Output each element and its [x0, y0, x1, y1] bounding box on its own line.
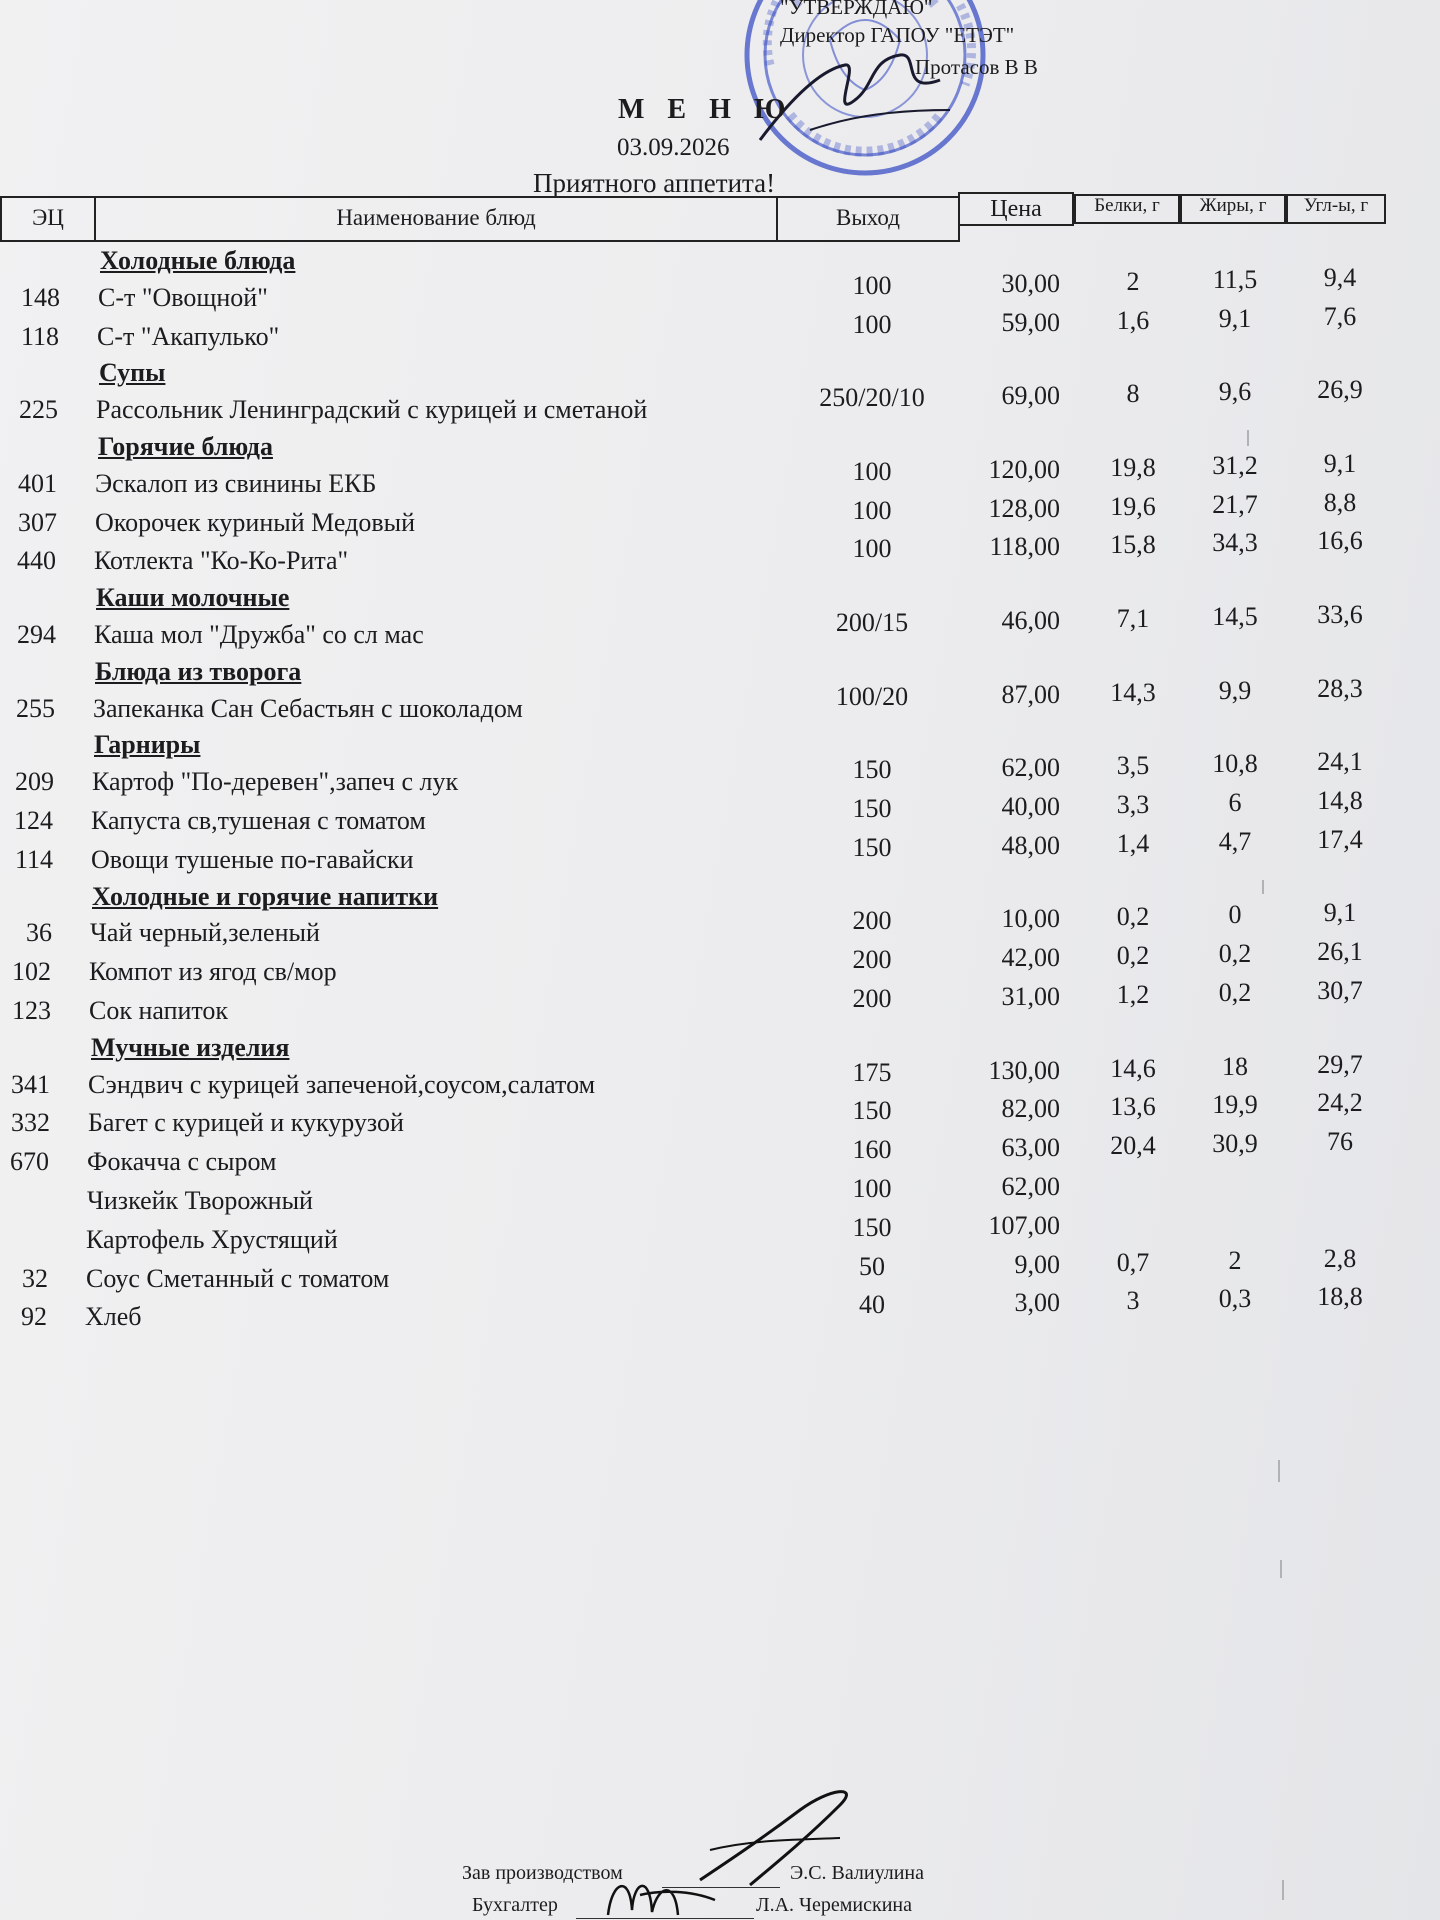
header-output: Выход	[776, 196, 960, 242]
fold-mark	[1262, 880, 1264, 894]
item-price: 128,00	[988, 493, 1060, 523]
item-fat: 2	[1228, 1245, 1242, 1275]
item-price: 40,00	[1001, 792, 1060, 821]
item-output: 150	[852, 832, 892, 862]
item-protein: 13,6	[1110, 1092, 1156, 1122]
section-title: Холодные блюда	[100, 246, 296, 275]
item-protein: 19,6	[1110, 491, 1156, 521]
item-protein: 19,8	[1110, 452, 1156, 482]
item-price: 9,00	[1014, 1249, 1060, 1279]
item-code: 255	[16, 693, 55, 723]
item-fat: 10,8	[1212, 749, 1258, 779]
table-row	[0, 1172, 1440, 1222]
item-fat: 30,9	[1212, 1129, 1258, 1159]
item-protein: 14,6	[1110, 1053, 1156, 1083]
header-carbs: Угл-ы, г	[1286, 194, 1386, 224]
section-title: Холодные и горячие напитки	[92, 881, 439, 911]
item-code: 92	[21, 1302, 47, 1332]
item-price: 107,00	[988, 1210, 1060, 1240]
accountant-signature	[600, 1860, 720, 1920]
item-name: Сэндвич с курицей запеченой,соусом,салатом	[88, 1069, 596, 1099]
item-carbs: 2,8	[1323, 1243, 1357, 1273]
table-row	[0, 1282, 1440, 1338]
item-protein: 0,7	[1116, 1247, 1150, 1277]
fold-mark	[1280, 1560, 1282, 1578]
item-name: Соус Сметанный с томатом	[86, 1263, 390, 1293]
item-code: 114	[14, 844, 53, 874]
item-protein: 0,2	[1116, 902, 1150, 932]
menu-date: 03.09.2026	[617, 134, 730, 161]
item-name: С-т "Овощной"	[98, 282, 268, 312]
item-protein: 1,6	[1116, 305, 1150, 335]
section-title: Горячие блюда	[98, 432, 273, 461]
item-price: 46,00	[1001, 606, 1060, 635]
item-code: 36	[26, 918, 52, 948]
header-protein: Белки, г	[1074, 194, 1180, 224]
item-protein: 1,4	[1116, 828, 1150, 858]
item-output: 100	[852, 1174, 892, 1203]
item-code: 32	[22, 1263, 48, 1293]
item-carbs: 9,1	[1323, 898, 1357, 928]
item-code: 225	[19, 395, 58, 425]
item-name: Багет с курицей и кукурузой	[88, 1108, 404, 1138]
item-name: Рассольник Ленинградский с курицей и сметаной	[96, 395, 648, 425]
item-name: Запеканка Сан Себастьян с шоколадом	[93, 693, 523, 723]
item-price: 69,00	[1001, 381, 1060, 411]
item-carbs: 17,4	[1317, 824, 1363, 854]
section-title: Мучные изделия	[91, 1032, 290, 1062]
item-name: Хлеб	[85, 1302, 142, 1332]
item-carbs: 30,7	[1317, 976, 1363, 1005]
item-carbs: 28,3	[1317, 673, 1363, 703]
item-price: 30,00	[1001, 268, 1060, 298]
item-fat: 9,6	[1218, 377, 1252, 407]
header-name: Наименование блюд	[94, 196, 778, 242]
table-row	[0, 1127, 1440, 1183]
item-fat: 18	[1222, 1051, 1248, 1081]
item-code: 341	[11, 1069, 50, 1099]
item-fat: 0	[1228, 900, 1242, 930]
item-carbs: 24,1	[1317, 747, 1363, 777]
item-price: 3,00	[1014, 1288, 1060, 1318]
item-fat: 9,1	[1218, 303, 1252, 333]
item-price: 87,00	[1001, 679, 1060, 709]
section-title: Блюда из творога	[95, 656, 302, 686]
item-output: 150	[852, 1212, 892, 1242]
table-row	[0, 824, 1440, 881]
item-price: 63,00	[1001, 1133, 1060, 1163]
item-fat: 19,9	[1212, 1090, 1258, 1120]
item-fat: 11,5	[1212, 264, 1258, 294]
item-protein: 7,1	[1116, 604, 1150, 633]
item-carbs: 76	[1327, 1127, 1353, 1157]
item-name: Фокачча с сыром	[87, 1147, 277, 1177]
menu-greeting: Приятного аппетита!	[533, 168, 776, 198]
item-output: 200	[852, 984, 892, 1013]
item-protein: 3	[1126, 1286, 1140, 1316]
item-name: Чизкейк Творожный	[87, 1186, 313, 1215]
item-fat: 0,2	[1218, 978, 1252, 1007]
item-code: 332	[11, 1108, 50, 1138]
table-row	[0, 301, 1440, 358]
item-protein: 14,3	[1110, 677, 1156, 707]
table-row	[0, 673, 1440, 730]
item-name: Котлекта "Ко-Ко-Рита"	[94, 546, 349, 576]
item-protein: 20,4	[1110, 1131, 1156, 1161]
item-price: 62,00	[1001, 1172, 1060, 1201]
item-protein: 1,2	[1116, 980, 1150, 1009]
item-code: 102	[12, 957, 51, 987]
item-protein: 3,3	[1116, 790, 1150, 819]
item-name: Картофель Хрустящий	[86, 1224, 338, 1254]
item-price: 10,00	[1001, 904, 1060, 934]
item-carbs: 18,8	[1317, 1282, 1363, 1312]
item-carbs: 26,9	[1317, 375, 1363, 405]
section-title: Гарниры	[94, 730, 201, 760]
item-carbs: 14,8	[1317, 786, 1363, 815]
item-code: 118	[20, 321, 59, 351]
item-price: 48,00	[1001, 830, 1060, 860]
approval-line-2: Директор ГАПОУ "ЕТЭТ"	[780, 23, 1015, 47]
item-carbs: 7,6	[1323, 301, 1357, 331]
fold-mark	[1247, 430, 1249, 446]
item-fat: 14,5	[1212, 602, 1258, 631]
item-protein: 0,2	[1116, 941, 1150, 971]
item-price: 130,00	[988, 1055, 1060, 1085]
item-price: 62,00	[1001, 753, 1060, 783]
item-fat: 0,2	[1218, 939, 1252, 969]
menu-title: М Е Н Ю	[618, 94, 794, 125]
item-output: 100	[852, 495, 892, 525]
fold-mark	[1282, 1880, 1284, 1900]
item-fat: 31,2	[1212, 450, 1258, 480]
item-code: 440	[17, 546, 56, 576]
item-name: Эскалоп из свинины ЕКБ	[95, 468, 377, 498]
accountant-label: Бухгалтер	[472, 1894, 558, 1916]
item-name: Окорочек куриный Медовый	[95, 507, 415, 537]
item-output: 100	[852, 456, 892, 486]
item-carbs: 8,8	[1323, 487, 1357, 517]
item-name: Каша мол "Дружба" со сл мас	[94, 620, 424, 649]
item-code: 148	[21, 282, 60, 312]
approval-line-1: "УТВЕРЖДАЮ"	[780, 0, 933, 19]
item-code: 294	[17, 620, 56, 649]
item-carbs: 9,4	[1323, 262, 1357, 292]
item-code: 401	[18, 468, 57, 498]
header-price: Цена	[958, 192, 1074, 226]
item-output: 50	[859, 1251, 885, 1281]
item-code: 307	[18, 507, 57, 537]
item-name: С-т "Акапулько"	[97, 321, 280, 351]
item-name: Чай черный,зеленый	[90, 918, 320, 948]
item-output: 250/20/10	[819, 383, 925, 413]
item-price: 120,00	[988, 454, 1060, 484]
item-price: 82,00	[1001, 1094, 1060, 1124]
item-output: 100	[852, 270, 892, 300]
item-output: 200	[852, 945, 892, 975]
item-output: 200	[852, 906, 892, 936]
item-protein: 2	[1126, 266, 1140, 296]
item-code: 123	[12, 996, 51, 1025]
item-carbs: 16,6	[1317, 526, 1363, 556]
section-title: Супы	[99, 358, 166, 388]
item-output: 160	[852, 1135, 892, 1165]
item-output: 150	[852, 794, 892, 823]
item-fat: 0,3	[1218, 1284, 1252, 1314]
item-output: 40	[859, 1290, 885, 1320]
item-code: 209	[15, 767, 54, 797]
table-row	[0, 526, 1440, 582]
production-manager-label: Зав производством	[462, 1862, 623, 1884]
item-carbs: 29,7	[1317, 1049, 1363, 1079]
item-code: 670	[10, 1147, 49, 1177]
item-carbs: 24,2	[1317, 1088, 1363, 1118]
table-row	[0, 600, 1440, 656]
item-protein: 15,8	[1110, 530, 1156, 560]
fold-mark	[1278, 1460, 1280, 1482]
item-name: Компот из ягод св/мор	[89, 957, 337, 987]
item-fat: 21,7	[1212, 489, 1258, 519]
item-carbs: 26,1	[1317, 937, 1363, 967]
approval-line-3: Протасов В В	[915, 55, 1038, 79]
table-row	[0, 976, 1440, 1032]
item-name: Овощи тушеные по-гавайски	[91, 844, 414, 874]
item-fat: 9,9	[1218, 675, 1252, 705]
item-name: Капуста св,тушеная с томатом	[91, 806, 426, 835]
item-price: 59,00	[1001, 307, 1060, 337]
item-output: 175	[852, 1057, 892, 1087]
item-protein: 3,5	[1116, 751, 1150, 781]
item-output: 100/20	[835, 681, 909, 711]
production-manager-name: Э.С. Валиулина	[790, 1862, 925, 1884]
item-code: 124	[14, 806, 53, 835]
item-fat: 34,3	[1212, 528, 1258, 558]
item-carbs: 33,6	[1317, 600, 1363, 629]
item-name: Картоф "По-деревен",запеч с лук	[92, 767, 459, 797]
header-fat: Жиры, г	[1180, 194, 1286, 224]
header-code: ЭЦ	[0, 196, 96, 242]
item-fat: 6	[1228, 788, 1242, 817]
item-carbs: 9,1	[1323, 448, 1357, 478]
item-output: 100	[852, 534, 892, 564]
table-row	[0, 375, 1440, 431]
item-price: 118,00	[989, 532, 1060, 562]
section-title: Каши молочные	[96, 583, 290, 613]
item-output: 100	[852, 309, 892, 339]
item-output: 150	[852, 1096, 892, 1126]
item-output: 200/15	[835, 608, 909, 637]
item-protein: 8	[1126, 379, 1140, 409]
item-price: 42,00	[1001, 943, 1060, 973]
item-price: 31,00	[1001, 982, 1060, 1011]
item-fat: 4,7	[1218, 826, 1252, 856]
accountant-name: Л.А. Черемискина	[756, 1894, 912, 1916]
item-name: Сок напиток	[89, 996, 229, 1025]
item-output: 150	[852, 755, 892, 785]
